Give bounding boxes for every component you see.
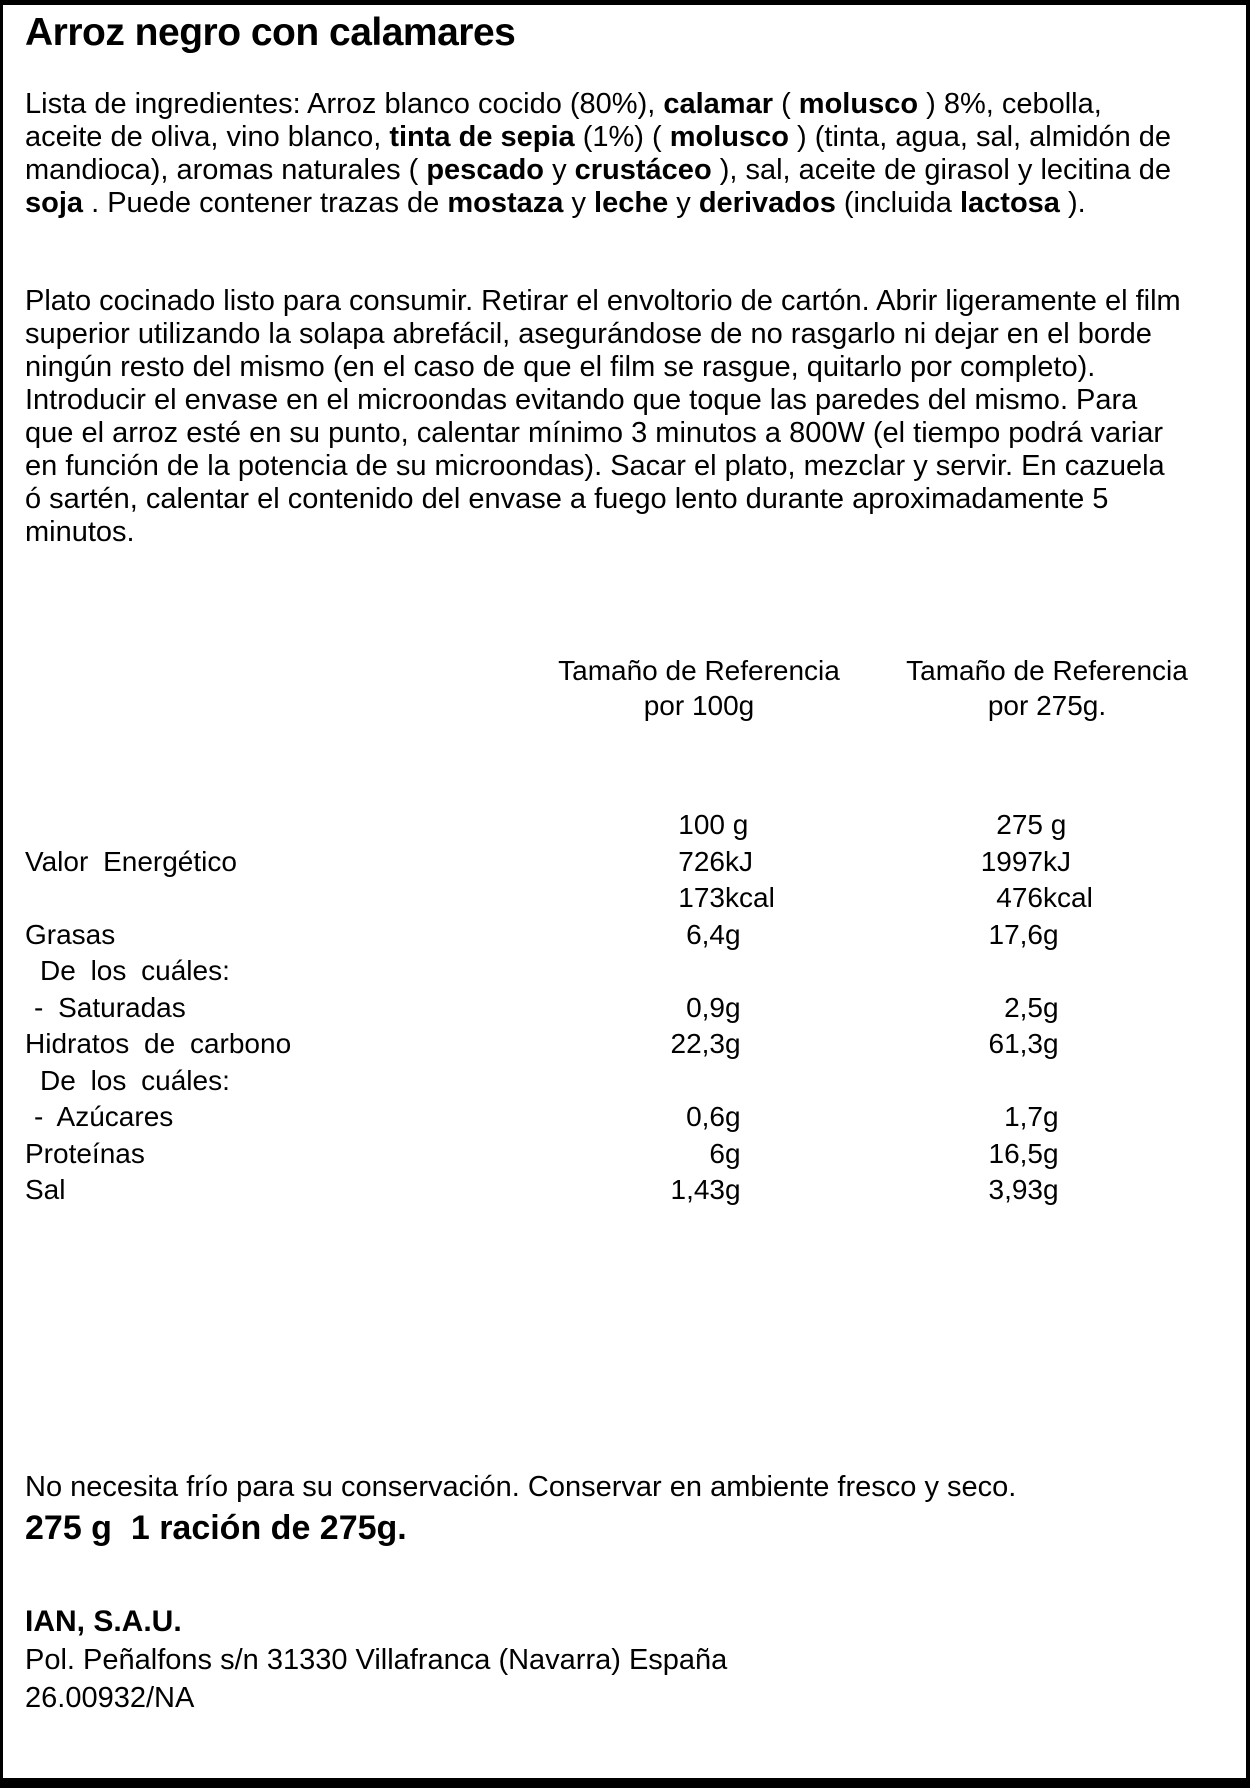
nutrient-value: 1,43 [670,1174,725,1205]
nutrient-value: g [725,1028,741,1059]
ingredients-paragraph [25,88,1185,220]
nutrition-header-line: por 100g [643,690,755,721]
ingredient-allergen: soja [25,187,84,219]
nutrient-label: - Azúcares [34,1101,174,1132]
nutrient-value: 0,6 [686,1101,725,1132]
nutrient-label: - Saturadas [34,991,186,1023]
nutrient-value [787,1063,1043,1100]
nutrient-value: 6 [709,1137,725,1169]
nutrient-value [1043,953,1105,990]
ingredient-text: y [544,154,575,186]
nutrient-value: 16,5 [988,1137,1043,1169]
nutrient-label [3,880,468,917]
ingredient-allergen: tinta de sepia [389,121,575,153]
nutrient-label: De los cuáles: [40,955,230,986]
nutrition-header-line: Tamaño de Referencia [906,655,1188,686]
nutrition-row [3,953,1246,990]
nutrient-value [468,1063,725,1100]
nutrient-value: kcal [725,882,775,913]
ingredient-text: ) 8%, cebolla, aceite de oliva, vino blanco, [25,88,1102,153]
nutrient-value: 1997 [980,845,1043,877]
nutrient-value: g [1043,918,1059,950]
nutrition-row [3,1136,1246,1173]
ingredient-text: ( [773,88,799,120]
nutrition-column-header-100g [533,653,865,723]
nutrient-value: g [1043,1101,1059,1132]
nutrient-value [725,1063,787,1100]
nutrient-value [787,953,1043,990]
ingredient-text: . Puede contener trazas de [83,187,448,219]
nutrient-value: g [725,1137,741,1169]
nutrient-value: 6,4 [686,918,725,950]
nutrient-label: Proteínas [25,1137,145,1169]
nutrient-value: g [725,809,749,840]
nutrient-value: g [725,918,741,950]
ingredient-allergen: calamar [663,88,774,120]
cooking-instructions-paragraph: Plato cocinado listo para consumir. Retirar el envoltorio de cartón. Abrir ligeramente el film superior utilizando la solapa abrefácil, asegurándose de no rasgarlo ni dejar en el borde ningún resto del mismo (en el caso de que el film se rasgue, quitarlo por completo). Introducir el envase en el microondas evitando que toque las paredes del mismo. Para que el arroz esté en su punto, calentar mínimo 3 minutos a 800W (el tiempo podrá variar en función de la potencia de su microondas). Sacar el plato, mezclar y servir. En cazuela ó sartén, calentar el contenido del envase a fuego lento durante aproximadamente 5 minutos. [25,285,1181,548]
ingredient-text: y [563,187,595,219]
nutrient-label: Hidratos de carbono [25,1028,292,1059]
nutrient-value: 1,7 [1004,1101,1043,1132]
nutrient-value: 22,3 [670,1028,725,1059]
nutrition-header-line: por 275g. [987,690,1107,721]
nutrient-label: Grasas [25,918,116,950]
nutrition-column-header-275g [881,653,1213,723]
ingredient-allergen: lactosa [959,187,1060,219]
nutrient-value [468,953,725,990]
nutrient-value: g [725,1174,741,1205]
ingredient-text: Lista de ingredientes: Arroz blanco cocido (80%), [25,88,664,120]
ingredient-allergen: mostaza [447,187,564,219]
nutrient-value: 476 [996,882,1043,913]
nutrient-value: 3,93 [988,1174,1043,1205]
nutrient-value: g [1043,1174,1059,1205]
nutrition-row [3,917,1246,954]
manufacturer-address: Pol. Peñalfons s/n 31330 Villafranca (Navarra) España [25,1644,728,1676]
nutrition-row [3,807,1246,844]
nutrition-row [3,990,1246,1027]
ingredient-text: ), sal, aceite de girasol y lecitina de [711,154,1172,186]
nutrient-label [3,807,468,844]
nutrient-value: g [1043,991,1059,1023]
nutrition-table [3,807,1246,1209]
nutrition-header-line: Tamaño de Referencia [558,655,840,686]
page-title: Arroz negro con calamares [25,11,516,54]
nutrient-label: Sal [25,1174,66,1205]
ingredient-allergen: molusco [798,88,919,120]
nutrient-value: kJ [725,845,753,877]
nutrient-value: g [725,1101,741,1132]
ingredient-text: ). [1059,187,1086,219]
nutrient-value: 61,3 [988,1028,1043,1059]
nutrient-value: 173 [678,882,725,913]
nutrient-value: kcal [1043,882,1093,913]
nutrient-value: g [1043,1137,1059,1169]
manufacturer-registration: 26.00932/NA [25,1682,195,1714]
manufacturer-name: IAN, S.A.U. [25,1605,182,1638]
nutrient-value: 0,9 [686,991,725,1023]
nutrient-label: Valor Energético [25,845,237,877]
nutrition-row [3,1172,1246,1209]
ingredient-text: y [668,187,699,219]
nutrition-row [3,1063,1246,1100]
nutrition-row [3,880,1246,917]
nutrient-value: g [1043,1028,1059,1059]
nutrition-row [3,1026,1246,1063]
manufacturer-block [25,1603,727,1717]
ingredient-allergen: molusco [669,121,789,153]
net-weight: 275 g 1 ración de 275g. [25,1509,407,1547]
nutrient-value: g [1043,809,1067,840]
nutrition-row [3,1099,1246,1136]
ingredient-allergen: derivados [698,187,836,219]
nutrient-value: 2,5 [1004,991,1043,1023]
storage-instructions: No necesita frío para su conservación. Conservar en ambiente fresco y seco. [25,1471,1017,1503]
nutrient-value: 275 [996,809,1043,840]
nutrition-row [3,844,1246,881]
nutrient-value: 17,6 [988,918,1043,950]
nutrient-value: 100 [678,809,725,840]
nutrient-value: g [725,991,741,1023]
nutrient-value: 726 [678,845,725,877]
nutrient-value [1043,1063,1105,1100]
nutrient-value: kJ [1043,845,1071,877]
ingredient-text: (1%) ( [574,121,670,153]
ingredient-text: ) (tinta, agua, sal, almidón de mandioca), aromas naturales ( [25,121,1172,186]
ingredient-allergen: pescado [426,154,545,186]
nutrient-value [725,953,787,990]
ingredient-allergen: crustáceo [574,154,712,186]
nutrient-label: De los cuáles: [40,1064,230,1096]
ingredient-text: (incluida [835,187,960,219]
ingredient-allergen: leche [594,187,669,219]
